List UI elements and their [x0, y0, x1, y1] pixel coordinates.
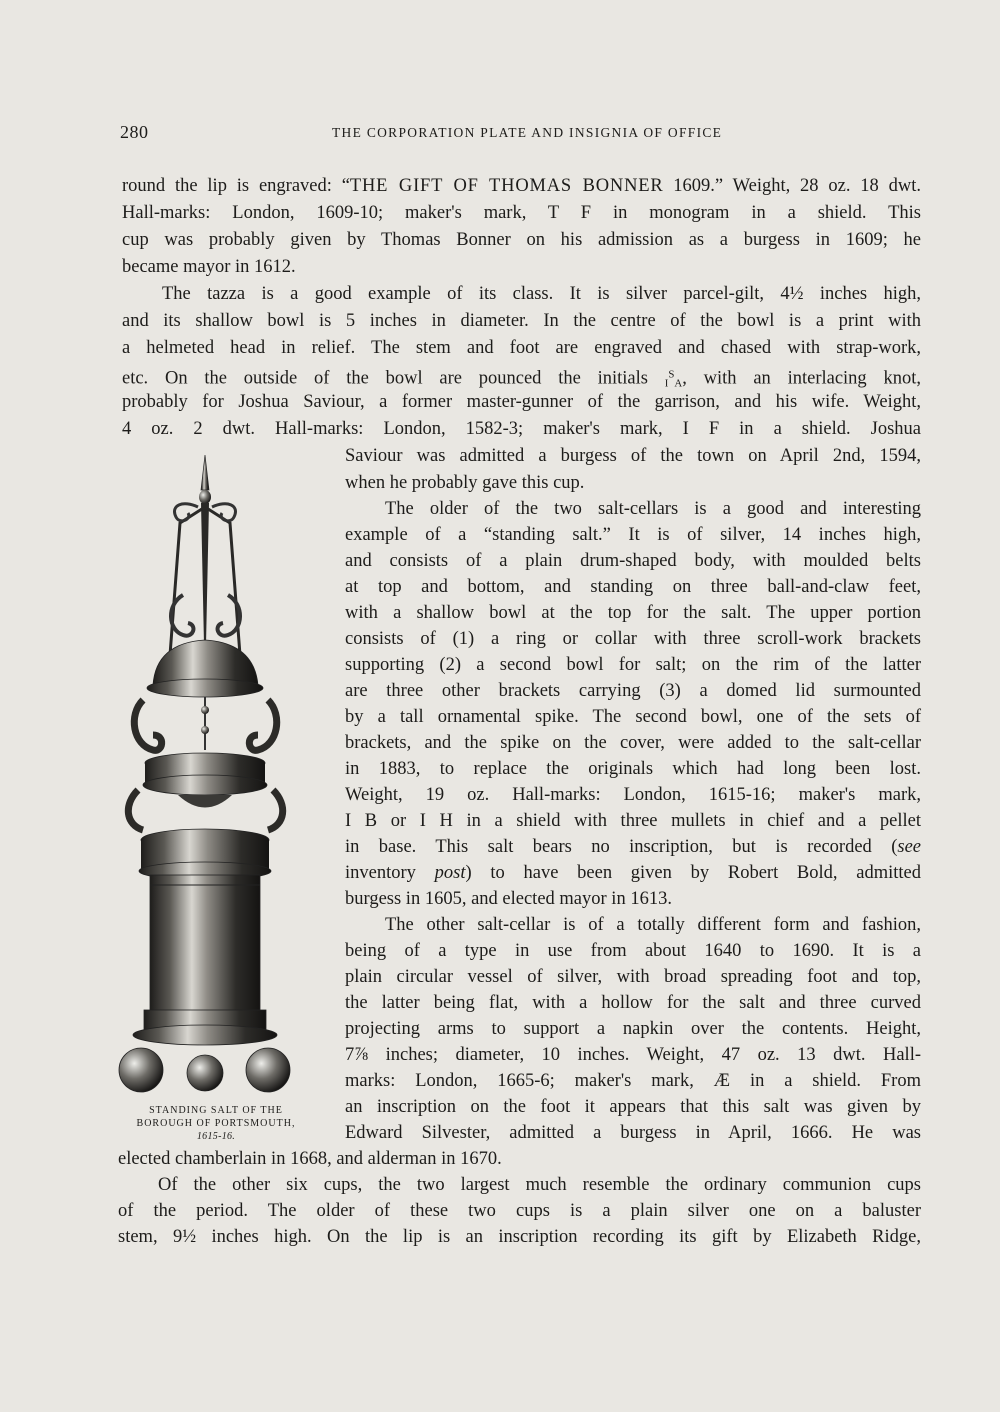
text-line: the latter being flat, with a hollow for the salt and three curved [345, 993, 921, 1013]
text-line: The older of the two salt-cellars is a good and interesting [385, 499, 921, 519]
text-line: plain circular vessel of silver, with broad spreading foot and top, [345, 967, 921, 987]
text-line: 4 oz. 2 dwt. Hall-marks: London, 1582-3; maker's mark, I F in a shield. Joshua [122, 419, 921, 439]
text-line: inventory post) to have been given by Robert Bold, admitted [345, 863, 922, 883]
text-line: projecting arms to support a napkin over the contents. Height, [345, 1019, 921, 1039]
text-line: a helmeted head in relief. The stem and foot are engraved and chased with strap-work, [122, 338, 921, 358]
text-line: cup was probably given by Thomas Bonner on his admission as a burgess in 1609; he [122, 230, 921, 250]
text-line: example of a “standing salt.” It is of silver, 14 inches high, [345, 525, 921, 545]
text-line: marks: London, 1665-6; maker's mark, Æ in a shield. From [345, 1071, 921, 1091]
text-line: by a tall ornamental spike. The second bowl, one of the sets of [345, 707, 921, 727]
text-line: an inscription on the foot it appears that this salt was given by [345, 1097, 921, 1117]
page-number: 280 [120, 122, 149, 142]
text-line: Saviour was admitted a burgess of the town on April 2nd, 1594, [345, 446, 921, 466]
text-line: elected chamberlain in 1668, and alderman in 1670. [118, 1149, 502, 1169]
text-line: round the lip is engraved: “THE GIFT OF THOMAS BONNER 1609.” Weight, 28 oz. 18 dwt. [122, 176, 921, 196]
text-line: consists of (1) a ring or collar with three scroll-work brackets [345, 629, 921, 649]
figure-caption: STANDING SALT OF THE BOROUGH OF PORTSMOUTH, 1615-16. [136, 1105, 296, 1142]
text-line: Weight, 19 oz. Hall-marks: London, 1615-16; maker's mark, [345, 785, 921, 805]
text-line: burgess in 1605, and elected mayor in 1613. [345, 889, 672, 909]
text-line: The other salt-cellar is of a totally different form and fashion, [385, 915, 921, 935]
text-line: and its shallow bowl is 5 inches in diameter. In the centre of the bowl is a print with [122, 311, 921, 331]
text-line: of the period. The older of these two cups is a plain silver one on a baluster [118, 1201, 921, 1221]
text-line: being of a type in use from about 1640 to 1690. It is a [345, 941, 921, 961]
text-line: Edward Silvester, admitted a burgess in April, 1666. He was [345, 1123, 921, 1143]
text-line: 7⅞ inches; diameter, 10 inches. Weight, 47 oz. 13 dwt. Hall- [345, 1045, 921, 1065]
text-line: supporting (2) a second bowl for salt; on the rim of the latter [345, 655, 921, 675]
standing-salt-engraving [108, 445, 323, 1105]
text-line: and consists of a plain drum-shaped body, with moulded belts [345, 551, 921, 571]
text-line: when he probably gave this cup. [345, 473, 585, 493]
page-header [120, 122, 920, 144]
text-line: in 1883, to replace the originals which had long been lost. [345, 759, 921, 779]
text-line: with a shallow bowl at the top for the salt. The upper portion [345, 603, 921, 623]
text-line: etc. On the outside of the bowl are pounced the initials $_I^S_A$, with an interlacing knot, [122, 368, 921, 390]
text-line: at top and bottom, and standing on three ball-and-claw feet, [345, 577, 921, 597]
text-line: are three other brackets carrying (3) a domed lid surmounted [345, 681, 921, 701]
text-line: in base. This salt bears no inscription, but is recorded (see [345, 837, 921, 857]
text-line: The tazza is a good example of its class. It is silver parcel-gilt, 4½ inches high, [162, 284, 921, 304]
text-line: probably for Joshua Saviour, a former master-gunner of the garrison, and his wife. Weight, [122, 392, 921, 412]
text-line: became mayor in 1612. [122, 257, 296, 277]
text-line: I B or I H in a shield with three mullets in chief and a pellet [345, 811, 921, 831]
running-title: THE CORPORATION PLATE AND INSIGNIA OF OFFICE [332, 125, 723, 140]
text-line: Of the other six cups, the two largest much resemble the ordinary communion cups [158, 1175, 921, 1195]
text-line: Hall-marks: London, 1609-10; maker's mark, T F in monogram in a shield. This [122, 203, 921, 223]
text-line: stem, 9½ inches high. On the lip is an inscription recording its gift by Elizabeth Ridge, [118, 1227, 921, 1247]
initials-monogram: $_I^S_A$ [664, 369, 683, 390]
text-line: brackets, and the spike on the cover, were added to the salt-cellar [345, 733, 921, 753]
